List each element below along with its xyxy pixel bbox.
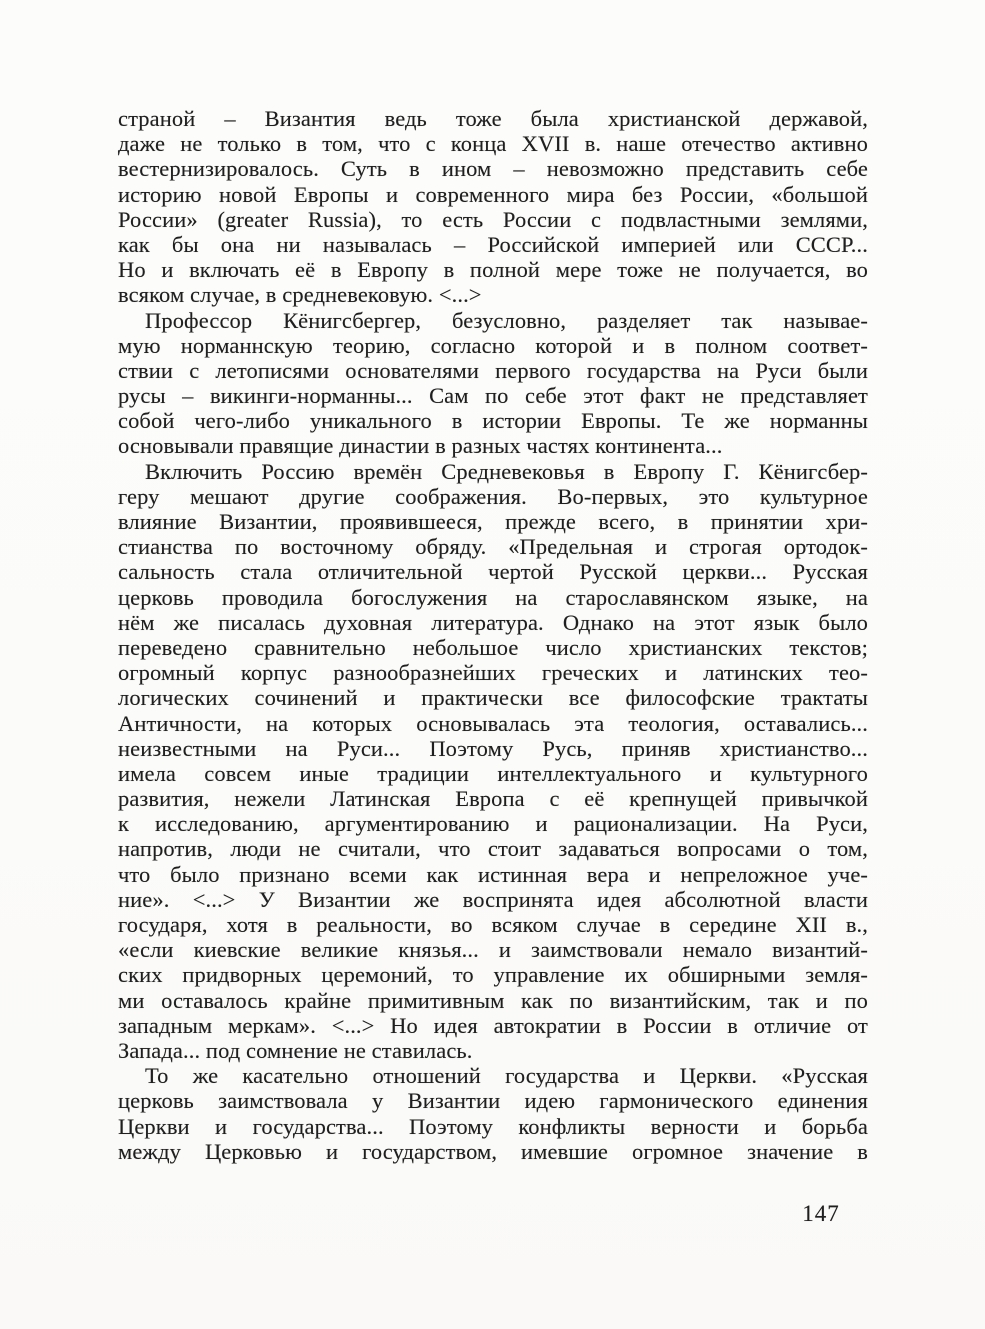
- text-line: Включить Россию времён Средневековья в Европу Г. Кёнигсбер-: [145, 458, 868, 484]
- text-line: между Церковью и государством, имевшие огромное значение в: [118, 1138, 868, 1164]
- text-line: напротив, люди не считали, что стоит задаваться вопросами о том,: [118, 836, 868, 862]
- text-line: вестернизировалось. Суть в ином – невозможно представить себе: [118, 156, 868, 182]
- text-line: собой чего-либо уникального в истории Европы. Те же норманны: [118, 408, 868, 434]
- text-line: к исследованию, аргументированию и рационализации. На Руси,: [118, 811, 868, 837]
- text-line: ских придворных церемоний, то управление их обширными земля-: [118, 962, 868, 988]
- text-line: переведено сравнительно небольшое число христианских текстов;: [118, 634, 868, 660]
- text-line: ми оставалось крайне примитивным как по византийским, так и по: [118, 987, 868, 1013]
- paragraph-continuation: [118, 106, 868, 308]
- text-line: Античности, на которых основывалась эта теология, оставались...: [118, 710, 868, 736]
- text-line: сальность стала отличительной чертой Русской церкви... Русская: [118, 559, 868, 585]
- text-line: Церкви и государства... Поэтому конфликты верности и борьба: [118, 1113, 868, 1139]
- paragraph: [118, 1063, 868, 1164]
- text-line: государя, хотя в реальности, во всяком случае в середине XII в.,: [118, 912, 868, 937]
- page-number: 147: [802, 1201, 840, 1226]
- text-line: всяком случае, в средневековую. <...>: [118, 282, 482, 308]
- text-line: западным меркам». <...> Но идея автократии в России в отличие от: [118, 1012, 868, 1038]
- text-line: церковь проводила богослужения на старославянском языке, на: [118, 584, 868, 610]
- text-line: стианства по восточному обряду. «Предельная и строгая ортодок-: [118, 534, 868, 560]
- text-line: историю новой Европы и современного мира без России, «большой: [118, 181, 868, 207]
- page-text-block: [118, 106, 868, 1164]
- text-line: русы – викинги-норманны... Сам по себе этот факт не представляет: [118, 383, 868, 409]
- text-line: ствии с летописями основателями первого государства на Руси были: [118, 357, 868, 383]
- text-line: «если киевские великие князья... и заимствовали немало византий-: [118, 937, 868, 963]
- text-line: России» (greater Russia), то есть России с подвластными землями,: [118, 206, 868, 232]
- text-line: огромный корпус разнообразнейших греческих и латинских тео-: [118, 660, 868, 686]
- text-line: Запада... под сомнение не ставилась.: [118, 1037, 473, 1063]
- text-line: церковь заимствовала у Византии идею гармонического единения: [118, 1088, 868, 1114]
- paragraph: [118, 308, 868, 459]
- text-line: как бы она ни называлась – Российской империей или СССР...: [118, 231, 868, 257]
- text-line: влияние Византии, проявившееся, прежде всего, в принятии хри-: [118, 509, 868, 534]
- text-line: страной – Византия ведь тоже была христианской державой,: [118, 106, 868, 131]
- text-line: логических сочинений и практически все философские трактаты: [118, 685, 868, 711]
- text-line: имела совсем иные традиции интеллектуального и культурного: [118, 760, 868, 786]
- text-line: даже не только в том, что с конца XVII в. наше отечество активно: [118, 131, 868, 157]
- text-line: основывали правящие династии в разных частях континента...: [118, 433, 723, 459]
- text-line: ние». <...> У Византии же воспринята идея абсолютной власти: [118, 886, 868, 912]
- text-line: нём же писалась духовная литература. Однако на этот язык было: [118, 609, 868, 635]
- text-line: неизвестными на Руси... Поэтому Русь, приняв христианство...: [118, 735, 868, 761]
- text-line: То же касательно отношений государства и Церкви. «Русская: [145, 1063, 868, 1089]
- text-line: Но и включать её в Европу в полной мере тоже не получается, во: [118, 257, 868, 283]
- text-line: геру мешают другие соображения. Во-первых, это культурное: [118, 483, 868, 509]
- paragraph: [118, 459, 868, 1064]
- text-line: мую норманнскую теорию, согласно которой и в полном соответ-: [118, 332, 868, 358]
- text-line: Профессор Кёнигсбергер, безусловно, разделяет так называе-: [145, 307, 868, 333]
- text-line: развития, нежели Латинская Европа с её крепнущей привычкой: [118, 786, 868, 812]
- text-line: что было признано всеми как истинная вера и непреложное уче-: [118, 861, 868, 887]
